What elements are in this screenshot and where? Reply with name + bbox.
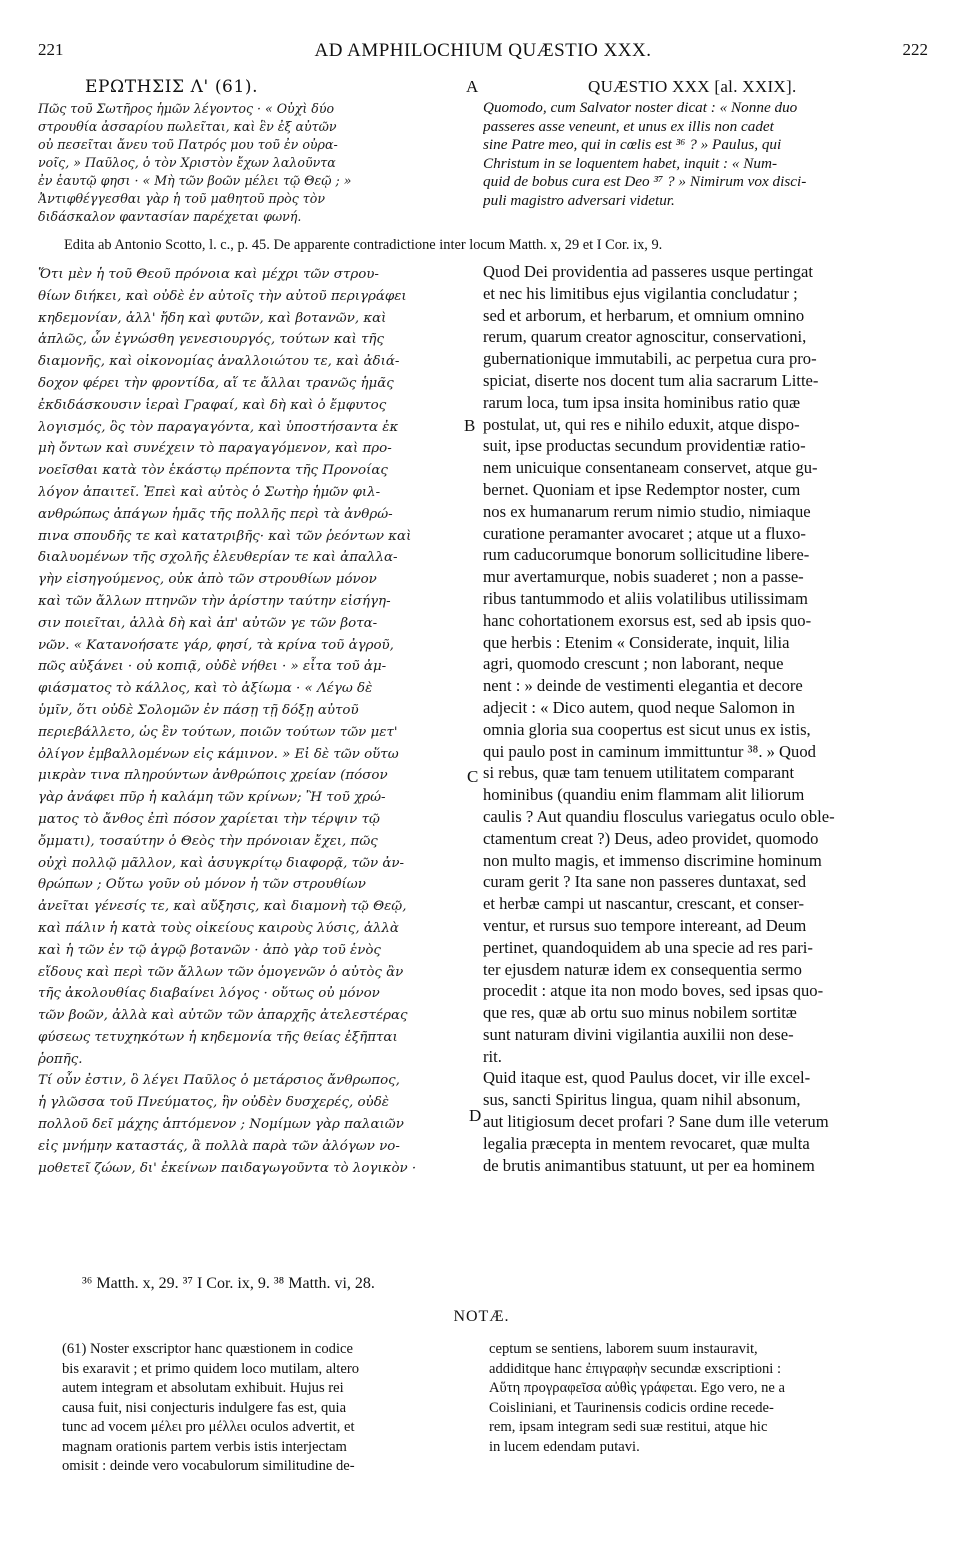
latin-text-line: aut litigiosum decet profari ? Sane dum ille veterum bbox=[483, 1112, 829, 1132]
greek-text-line: νῶν. « Κατανοήσατε γάρ, φησί, τὰ κρίνα τοῦ ἀγροῦ, bbox=[38, 637, 394, 653]
greek-text-line: μικρὰν τινα πληρούντων ἀνθρώποις χρείαν (πόσον bbox=[38, 768, 388, 784]
greek-text-line: γὴν εἰσηγούμενος, οὐκ ἀπὸ τῶν στρουθίων μόνον bbox=[38, 572, 377, 588]
latin-text-line: hanc cohortationem exorsus est, sed ab ipsis quo- bbox=[483, 610, 812, 630]
margin-letter-c: C bbox=[467, 767, 479, 786]
greek-text-line: κηδεμονίαν, ἀλλ' ἤδη καὶ φυτῶν, καὶ βοτανῶν, καὶ bbox=[38, 310, 387, 326]
notae-line: causa fuit, nisi conjecturis indulgere fas est, quia bbox=[62, 1399, 347, 1416]
latin-text-line: sus, sancti Spiritus lingua, quam nihil absonum, bbox=[483, 1090, 801, 1110]
latin-text-line: ter ejusdem naturæ idem ex consequentia sermo bbox=[483, 959, 802, 979]
latin-text-line: rum caducorumque bonorum sollicitudine libere- bbox=[483, 545, 810, 565]
page-number-right: 222 bbox=[902, 40, 928, 59]
notae-line: in lucem edendam putavi. bbox=[489, 1438, 640, 1455]
latin-lemma-line: quid de bobus cura est Deo ³⁷ ? » Nimirum vox disci- bbox=[483, 173, 807, 190]
latin-text-line: hominibus (quandiu enim flammam alit liliorum bbox=[483, 785, 805, 805]
greek-text-line: περιεβάλλετο, ὡς ἓν τούτων, ποιῶν τούτων τῶν μετ' bbox=[38, 724, 398, 740]
latin-text-line: omnia gloria sua coopertus est sicut unus ex istis, bbox=[483, 719, 811, 739]
notae-line: tunc ad vocem μέλει pro μέλλει oculos advertit, et bbox=[62, 1419, 355, 1435]
column-letter-a: A bbox=[466, 77, 479, 96]
latin-text-line: ctamentum creat ?) Deus, adeo providet, quomodo bbox=[483, 828, 819, 848]
latin-text-line: spiciat, diserte nos docent tum alia sacrarum Litte- bbox=[483, 370, 819, 390]
latin-text-line: et herbæ campi ut nascantur, crescant, et conser- bbox=[483, 894, 805, 914]
greek-lemma-line: διδάσκαλον φαντασίαν παρέχεται φωνή. bbox=[38, 209, 302, 224]
latin-text-line: caulis ? Aut quandiu flosculus variegatus oculo oble- bbox=[483, 806, 835, 826]
greek-text-line: ῥοπῆς. bbox=[38, 1051, 83, 1067]
latin-text-line: gubernationique immutabili, ac perpetua cura pro- bbox=[483, 349, 817, 369]
notae-line: addiditque hanc ἐπιγραφὴν secundæ exscriptioni : bbox=[489, 1360, 782, 1377]
page-number-left: 221 bbox=[38, 40, 64, 59]
notae-line: (61) Noster exscriptor hanc quæstionem in codice bbox=[62, 1341, 353, 1357]
greek-text-line: δοχον φέρει τὴν φροντίδα, αἵ τε ἄλλαι τρανῶς ἡμᾶς bbox=[38, 375, 394, 391]
latin-text-line: ribus tantummodo et aliis volatilibus utilissimam bbox=[483, 588, 808, 608]
latin-text-line: postulat, ut, qui res e nihilo eduxit, atque dispo- bbox=[483, 414, 800, 434]
latin-text-line: curatione peramanter avocaret ; atque ut a fluxo- bbox=[483, 523, 806, 543]
latin-text-line: non multo magis, et immenso discrimine hominum bbox=[483, 850, 822, 870]
greek-lemma-line: οὐ πεσεῖται ἄνευ τοῦ Πατρός μου τοῦ ἐν οὐρα- bbox=[38, 137, 338, 152]
latin-text-line: de brutis animantibus statuunt, ut per ea hominem bbox=[483, 1155, 815, 1175]
latin-text-line: mur avertamurque, nobis suaderet ; non a passe- bbox=[483, 567, 804, 587]
greek-text-line: σιν ποιεῖται, ἀλλὰ δὴ καὶ ἀπ' αὐτῶν γε τῶν βοτα- bbox=[38, 615, 378, 631]
greek-text-line: ματος τὸ ἄνθος ἐπὶ πόσον χαρίεται τὴν τέρψιν τῷ bbox=[38, 811, 380, 827]
latin-lemma bbox=[483, 99, 928, 210]
greek-lemma-line: ἐν ἑαυτῷ φησι · « Μὴ τῶν βοῶν μέλει τῷ Θεῷ ; » bbox=[38, 173, 352, 188]
greek-text-line: διαλυομένων τῆς σχολῆς ἐλευθερίαν τε καὶ ἀπαλλα- bbox=[38, 550, 398, 566]
greek-text-line: θίων διήκει, καὶ οὐδὲ ἐν αὐτοῖς τὴν αὐτοῦ περιγράφει bbox=[38, 288, 407, 304]
latin-lemma-line: Quomodo, cum Salvator noster dicat : « Nonne duo bbox=[483, 99, 798, 116]
latin-text-line: procedit : atque ita non modo boves, sed ipsas quo- bbox=[483, 981, 824, 1001]
greek-text-line: τῆς ἀκολουθίας διαβαίνει λόγος · οὕτως οὐ μόνον bbox=[38, 986, 380, 1002]
latin-text-line: pertinet, quandoquidem ab una specie ad res pari- bbox=[483, 937, 813, 957]
greek-text-line: ανθρώπως ἀπάγων ἡμᾶς τῆς πολλῆς περὶ τὰ ἀνθρώ- bbox=[38, 506, 393, 522]
greek-text-line: θρώπων ; Οὕτω γοῦν οὐ μόνον ἡ τῶν στρουθίων bbox=[38, 877, 366, 893]
greek-text-line: καὶ πάλιν ἡ κατὰ τοὺς οἰκείους καιροὺς λύσις, ἀλλὰ bbox=[38, 920, 399, 936]
latin-text-line: si rebus, quæ tam tenuem utilitatem comparant bbox=[483, 763, 795, 783]
latin-text-line: sed et arborum, et herbarum, et omnium omnino bbox=[483, 305, 805, 325]
greek-text-line: νοεῖσθαι κατὰ τὸν ἑκάστῳ πρέποντα τῆς Προνοίας bbox=[38, 463, 388, 479]
greek-lemma bbox=[38, 100, 488, 226]
latin-text-line: ventur, et rursus suo tempore intereant, ad Deum bbox=[483, 915, 807, 935]
latin-text-line: suit, ipse productas secundum providentiæ ratio- bbox=[483, 436, 806, 456]
edition-note: Edita ab Antonio Scotto, l. c., p. 45. De apparente contradictione inter locum Matth. x, 29 et I Cor. ix, 9. bbox=[64, 237, 663, 253]
greek-text-line: φύσεως τετυχηκότων ἡ κηδεμονία τῆς θείας ἐξῆπται bbox=[38, 1029, 398, 1045]
greek-lemma-line: νοῖς, » Παῦλος, ὁ τὸν Χριστὸν ἔχων λαλοῦντα bbox=[38, 155, 336, 170]
latin-text-line: et nec his limitibus ejus vigilantia concludatur ; bbox=[483, 283, 798, 303]
latin-lemma-line: puli magistro adversari videtur. bbox=[483, 191, 675, 209]
greek-text-line: λογισμός, ὃς τὸν παραγαγόντα, καὶ ὑποστήσαντα ἐκ bbox=[38, 419, 399, 435]
greek-text-line: ἐκδιδάσκουσιν ἱεραὶ Γραφαί, καὶ δὴ καὶ ὁ ἔμφυτος bbox=[38, 397, 387, 413]
greek-lemma-line: στρουθία ἀσσαρίου πωλεῖται, καὶ ἓν ἐξ αὐτῶν bbox=[38, 119, 337, 134]
latin-text-line: agri, quomodo crescunt ; non laborant, neque bbox=[483, 654, 784, 674]
latin-text-line: bernet. Quoniam et ipse Redemptor noster, cum bbox=[483, 479, 801, 499]
latin-text-line: nem unicuique consentaneam conservet, atque gu- bbox=[483, 458, 818, 478]
notae-line: Αὕτη προγραφεῖσα αὐθὶς γράφεται. Ego vero, ne a bbox=[489, 1380, 786, 1396]
greek-question-heading: ΕΡΩΤΗΣΙΣ Λ' (61). bbox=[85, 77, 259, 97]
greek-text-line: εἰς μνήμην καταστάς, ἃ πολλὰ παρὰ τῶν ἀλόγων νο- bbox=[38, 1138, 400, 1154]
greek-text-line: πινα σπουδῆς τε καὶ κατατριβῆς· καὶ τῶν ῥεόντων καὶ bbox=[38, 528, 412, 544]
greek-text-line: μὴ ὄντων καὶ συνέχειν τὸ παραγαγόμενον, καὶ προ- bbox=[38, 441, 392, 457]
margin-letter-d: D bbox=[469, 1106, 482, 1125]
notae-line: omisit : deinde vero vocabulorum similitudine de- bbox=[62, 1458, 355, 1474]
latin-text-column bbox=[483, 261, 928, 1176]
footnotes: ³⁶ Matth. x, 29. ³⁷ I Cor. ix, 9. ³⁸ Matth. vi, 28. bbox=[82, 1275, 375, 1292]
greek-text-line: φιάσματος τὸ κάλλος, καὶ τὸ ἀξίωμα · « Λέγω δὲ bbox=[38, 681, 373, 697]
latin-text-line: curam gerit ? Ita sane non passeres duntaxat, sed bbox=[483, 872, 806, 892]
notae-line: magnam orationis partem verbis istis interjectam bbox=[62, 1438, 347, 1455]
greek-text-line: ὑμῖν, ὅτι οὐδὲ Σολομῶν ἐν πάσῃ τῇ δόξῃ αὐτοῦ bbox=[38, 702, 359, 718]
latin-lemma-line: sine Patre meo, qui in cœlis est ³⁶ ? » Paulus, qui bbox=[483, 136, 782, 153]
latin-text-line: nos ex humanarum rerum nimio studio, nimiaque bbox=[483, 501, 811, 521]
margin-letter-b: B bbox=[464, 416, 476, 435]
greek-lemma-line: Πῶς τοῦ Σωτῆρος ἡμῶν λέγοντος · « Οὐχὶ δύο bbox=[38, 101, 335, 116]
greek-text-line: πολλοῦ δεῖ μάχης ἁπτόμενον ; Νομίμων γὰρ παλαιῶν bbox=[38, 1117, 404, 1133]
latin-text-line: que res, quæ ab ortu suo minus nobilem sortitæ bbox=[483, 1003, 797, 1023]
greek-text-line: γὰρ ἀνάφει πῦρ ἡ καλάμη τῶν κρίνων; Ἢ τοῦ χρώ- bbox=[38, 790, 386, 806]
latin-text-line: nent : » deinde de vestimenti elegantia et decore bbox=[483, 676, 803, 696]
greek-text-line: εἴδους καὶ περὶ τῶν ἄλλων τῶν ὁμογενῶν ὁ αὐτὸς ἂν bbox=[38, 964, 404, 980]
latin-text-line: sunt naturam divini vigilantia auxilii non dese- bbox=[483, 1024, 794, 1044]
greek-text-line: ἁπλῶς, ὧν ἐγνώσθη γενεσιουργός, τούτων καὶ τῆς bbox=[38, 332, 384, 348]
running-header bbox=[38, 40, 928, 66]
greek-text-line: καὶ ἡ τῶν ἐν τῷ ἀγρῷ βοτανῶν · ἀπὸ γὰρ τοῦ ἑνὸς bbox=[38, 942, 381, 958]
latin-text-line: rerum, quarum creator agnoscitur, conservationi, bbox=[483, 327, 807, 347]
greek-text-line: ὄμματι), τοσαύτην ὁ Θεὸς τὴν πρόνοιαν ἔχει, πῶς bbox=[38, 833, 378, 849]
running-title: AD AMPHILOCHIUM QUÆSTIO XXX. bbox=[314, 40, 652, 61]
greek-text-column bbox=[38, 264, 478, 1179]
notae-line: rem, ipsam integram sedi suæ restitui, atque hic bbox=[489, 1419, 768, 1435]
greek-text-line: Ὅτι μὲν ἡ τοῦ Θεοῦ πρόνοια καὶ μέχρι τῶν στρου- bbox=[38, 267, 379, 282]
greek-lemma-line: Ἀντιφθέγγεσθαι γὰρ ἡ τοῦ μαθητοῦ πρὸς τὸν bbox=[38, 191, 325, 206]
latin-text-line: Quod Dei providentia ad passeres usque pertingat bbox=[483, 262, 813, 281]
greek-text-line: μοθετεῖ ζώων, δι' ἐκείνων παιδαγωγοῦντα τὸ λογικὸν · bbox=[38, 1160, 417, 1176]
greek-text-line: ἡ γλῶσσα τοῦ Πνεύματος, ἣν οὐδὲν δυσχερές, οὐδὲ bbox=[38, 1095, 389, 1111]
latin-lemma-line: Christum in se loquentem habet, inquit : « Num- bbox=[483, 154, 778, 172]
latin-question-heading: QUÆSTIO XXX [al. XXIX]. bbox=[588, 77, 797, 96]
latin-text-line: adjecit : « Dico autem, quod neque Salomon in bbox=[483, 697, 795, 717]
notae-left-column bbox=[62, 1340, 472, 1477]
greek-text-line: ἀνεῖται γένεσίς τε, καὶ αὔξησις, καὶ διαμονὴ τῷ Θεῷ, bbox=[38, 899, 407, 915]
greek-text-line: καὶ τῶν ἄλλων πτηνῶν τὴν ἀρίστην ταύτην εἰσήγη- bbox=[38, 593, 391, 609]
latin-text-line: rit. bbox=[483, 1046, 502, 1066]
latin-lemma-line: passeres asse veneunt, et unus ex illis non cadet bbox=[483, 117, 774, 135]
notae-title: NOTÆ. bbox=[453, 1308, 510, 1325]
greek-text-line: ὀλίγον ἐμβαλλομένων εἰς κάμινον. » Εἰ δὲ τῶν οὕτω bbox=[38, 746, 399, 762]
greek-text-line: Τί οὖν ἐστιν, ὃ λέγει Παῦλος ὁ μετάρσιος ἄνθρωπος, bbox=[38, 1073, 400, 1089]
latin-text-line: qui paulo post in caminum immittuntur ³⁸. » Quod bbox=[483, 741, 816, 761]
greek-text-line: λόγον ἀπαιτεῖ. Ἐπεὶ καὶ αὐτὸς ὁ Σωτὴρ ἡμῶν φιλ- bbox=[38, 484, 381, 500]
greek-text-line: διαμονῆς, καὶ οἰκονομίας ἀναλλοιώτου τε, καὶ ἀδιά- bbox=[38, 354, 400, 370]
greek-text-line: οὐχὶ πολλῷ μᾶλλον, καὶ ἀσυγκρίτῳ διαφορᾷ, τῶν ἀν- bbox=[38, 855, 405, 871]
notae-line: Coisliniani, et Taurinensis codicis ordine recede- bbox=[489, 1399, 774, 1416]
latin-text-line: Quid itaque est, quod Paulus docet, vir ille excel- bbox=[483, 1068, 811, 1088]
notae-line: autem integram et absolutam exhibuit. Hujus rei bbox=[62, 1380, 344, 1396]
latin-text-line: legalia præcepta in mentem revocaret, quæ multa bbox=[483, 1133, 810, 1153]
notae-line: bis exaravit ; et primo quidem loco mutilam, altero bbox=[62, 1360, 360, 1377]
greek-text-line: πῶς αὐξάνει · οὐ κοπιᾷ, οὐδὲ νήθει · » εἶτα τοῦ ἀμ- bbox=[38, 659, 387, 675]
latin-text-line: que herbis : Etenim « Considerate, inquit, lilia bbox=[483, 632, 790, 652]
greek-text-line: τῶν βοῶν, ἀλλὰ καὶ αὐτῶν τῶν ἀπαρχῆς ἀτελεστέρας bbox=[38, 1008, 408, 1024]
notae-line: ceptum se sentiens, laborem suum instauravit, bbox=[489, 1341, 758, 1357]
notae-right-column bbox=[489, 1340, 934, 1457]
latin-text-line: rarum loca, tum ipsa insita hominibus ratio quæ bbox=[483, 392, 801, 412]
